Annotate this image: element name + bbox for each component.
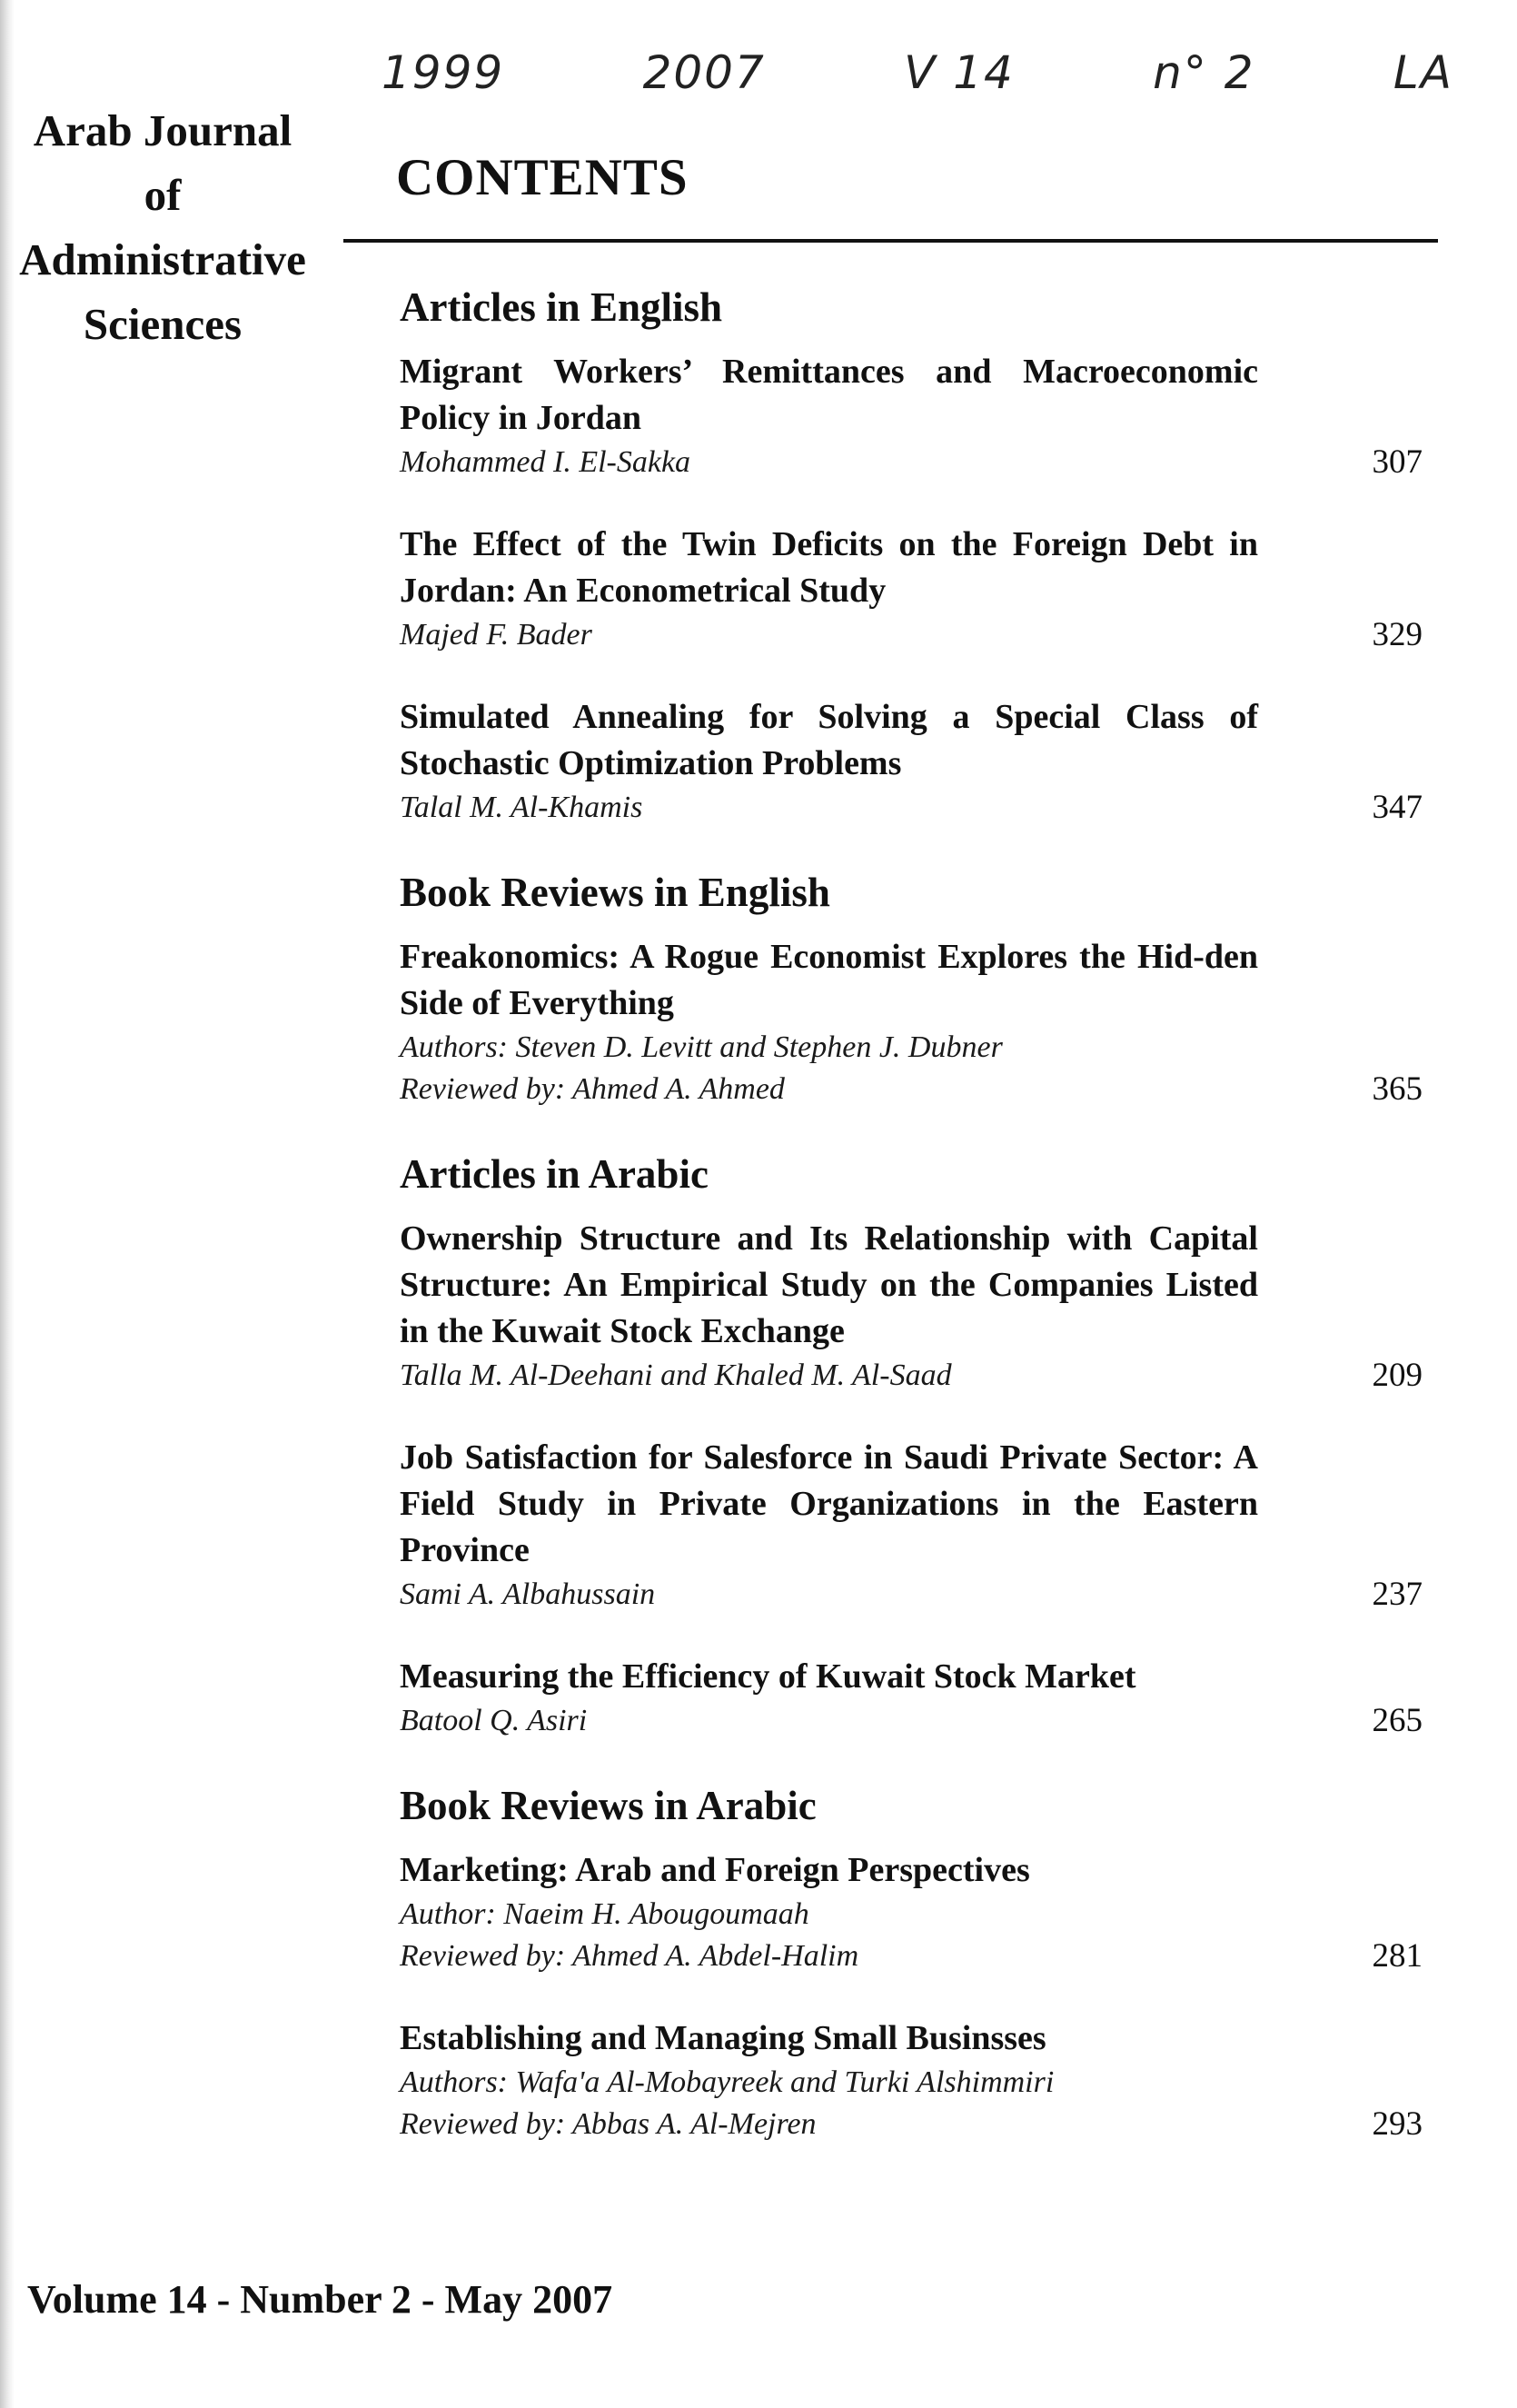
heading-divider [343,239,1438,243]
entry-page-number: 347 [1372,789,1423,826]
entry-page-number: 329 [1372,616,1423,653]
toc-section [400,284,1435,829]
entry-author-line: Sami A. Albahussain [400,1577,656,1611]
toc-entry[interactable] [400,2015,1435,2145]
section-heading: Articles in English [400,284,723,330]
journal-title [13,98,312,356]
toc-entry[interactable] [400,934,1435,1110]
entry-page-number: 209 [1372,1357,1423,1394]
journal-title-line: Arab Journal [33,105,292,155]
entry-page-number: 265 [1372,1702,1423,1739]
journal-title-line: Sciences [83,299,243,349]
handwritten-note: 1999 [382,46,505,99]
entry-author-line: Mohammed I. El-Sakka [400,445,691,479]
entry-author-line: Authors: Steven D. Levitt and Stephen J. Dubner [400,1030,1003,1064]
entry-title: Ownership Structure and Its Relationship with Capital Structure: An Empirical Study on the Companies Listed in the Kuwait Stock Exchange [400,1219,1258,1350]
entry-title: Establishing and Managing Small Businsses [400,2019,1046,2057]
entry-author-line: Talla M. Al-Deehani and Khaled M. Al-Saad [400,1358,952,1392]
toc-entry[interactable] [400,694,1435,829]
section-heading: Book Reviews in English [400,870,830,915]
entry-author-line: Majed F. Bader [400,618,592,652]
entry-author-line: Talal M. Al-Khamis [400,791,643,824]
entry-author-line: Reviewed by: Abbas A. Al-Mejren [400,2107,817,2141]
toc-entry[interactable] [400,1847,1435,1977]
handwritten-note: 2007 [642,46,766,99]
entry-title: Simulated Annealing for Solving a Special Class of Stochastic Optimization Problems [400,698,1258,782]
entry-title: Job Satisfaction for Salesforce in Saudi Private Sector: A Field Study in Private Organizations in the Eastern Province [400,1438,1258,1569]
toc-entry[interactable] [400,349,1435,483]
handwritten-note: V 14 [904,46,1015,99]
entry-author-line: Author: Naeim H. Abougoumaah [400,1897,809,1931]
handwritten-note: n° 2 [1153,46,1255,99]
scan-edge-shadow [0,0,15,2408]
entry-title: Freakonomics: A Rogue Economist Explores the Hid-den Side of Everything [400,938,1258,1022]
toc-entry[interactable] [400,522,1435,656]
entry-title: The Effect of the Twin Deficits on the Foreign Debt in Jordan: An Econometrical Study [400,525,1258,610]
handwritten-annotations [382,36,1453,109]
toc-entry[interactable] [400,1216,1435,1397]
entry-author-line: Authors: Wafa'a Al-Mobayreek and Turki Alshimmiri [400,2065,1055,2099]
entry-title: Marketing: Arab and Foreign Perspectives [400,1851,1030,1889]
entry-author-line: Batool Q. Asiri [400,1704,588,1737]
toc-section [400,1150,1435,1742]
entry-page-number: 281 [1372,1937,1423,1975]
toc-entry[interactable] [400,1435,1435,1616]
contents-heading: CONTENTS [396,149,689,206]
section-heading: Book Reviews in Arabic [400,1783,817,1828]
entry-title: Measuring the Efficiency of Kuwait Stock Market [400,1657,1136,1696]
handwritten-note: LA [1393,46,1453,99]
entry-title: Migrant Workers’ Remittances and Macroeconomic Policy in Jordan [400,353,1258,437]
journal-title-line: Administrative [19,234,306,284]
table-of-contents [400,273,1435,2185]
toc-section [400,869,1435,1110]
entry-page-number: 307 [1372,443,1423,481]
issue-footer: Volume 14 - Number 2 - May 2007 [27,2277,613,2322]
journal-title-line: of [144,170,182,220]
entry-page-number: 237 [1372,1576,1423,1613]
entry-author-line: Reviewed by: Ahmed A. Ahmed [400,1072,785,1106]
entry-page-number: 293 [1372,2105,1423,2143]
section-heading: Articles in Arabic [400,1151,709,1197]
toc-section [400,1782,1435,2145]
toc-entry[interactable] [400,1654,1435,1742]
entry-author-line: Reviewed by: Ahmed A. Abdel-Halim [400,1939,859,1973]
entry-page-number: 365 [1372,1070,1423,1108]
